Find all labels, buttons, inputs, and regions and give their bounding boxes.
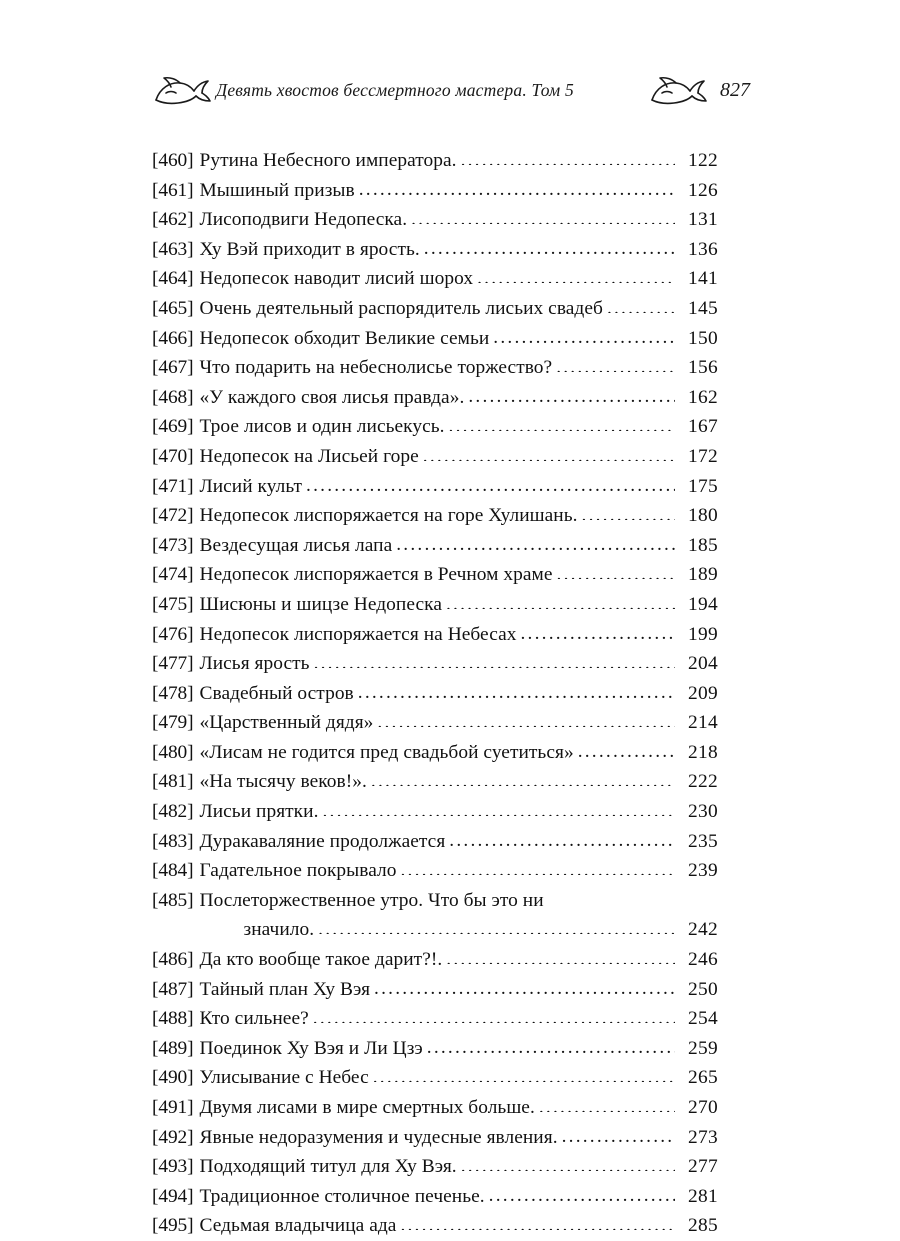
- toc-leader-dots: [396, 530, 675, 549]
- toc-entry-page: 167: [688, 416, 718, 438]
- toc-entry-number: [468]: [152, 386, 194, 408]
- toc-entry-title: Двумя лисами в мире смертных больше.: [199, 1097, 535, 1118]
- toc-entry-number: [487]: [152, 978, 194, 1000]
- toc-entry-title: Кто сильнее?: [199, 1008, 309, 1030]
- toc-entry-title: «У каждого своя лисья правда».: [199, 386, 465, 408]
- toc-entry[interactable]: [152, 412, 718, 442]
- toc-entry-title: Традиционное столичное печенье.: [199, 1185, 485, 1207]
- toc-entry[interactable]: [152, 1093, 718, 1123]
- toc-entry[interactable]: [152, 738, 718, 768]
- toc-entry-page: 199: [688, 623, 718, 645]
- toc-entry-title: «На тысячу веков!».: [199, 771, 367, 793]
- toc-entry[interactable]: [152, 383, 718, 413]
- toc-entry[interactable]: [152, 620, 718, 650]
- toc-entry-page: 222: [688, 771, 718, 793]
- toc-entry[interactable]: [152, 886, 718, 916]
- toc-leader-dots: [423, 442, 675, 461]
- toc-entry-title: Гадательное покрывало: [199, 860, 397, 882]
- toc-leader-dots: [401, 856, 676, 875]
- toc-entry-number: [473]: [152, 534, 194, 556]
- toc-leader-dots: [493, 323, 675, 342]
- running-head: [150, 60, 750, 120]
- toc-entry-page: 250: [688, 978, 718, 1000]
- toc-entry[interactable]: [152, 235, 718, 265]
- toc-entry-page: 180: [688, 505, 718, 527]
- toc-entry-page: 175: [688, 475, 718, 497]
- toc-leader-dots: [449, 412, 675, 431]
- toc-leader-dots: [521, 619, 676, 638]
- toc-entry-number: [480]: [152, 741, 194, 763]
- toc-entry-number: [463]: [152, 238, 194, 260]
- toc-leader-dots: [374, 974, 675, 993]
- toc-entry-title: Дуракаваляние продолжается: [199, 830, 446, 852]
- toc-leader-dots: [489, 1181, 675, 1200]
- toc-entry[interactable]: [152, 856, 718, 886]
- toc-entry-number: [494]: [152, 1185, 194, 1207]
- toc-entry-continuation[interactable]: [152, 915, 718, 945]
- toc-leader-dots: [562, 1122, 675, 1141]
- toc-entry-number: [486]: [152, 949, 194, 971]
- toc-entry-title: Вездесущая лисья лапа: [199, 534, 393, 556]
- fox-ornament-icon: [646, 70, 712, 110]
- toc-entry[interactable]: [152, 827, 718, 857]
- toc-entry-title: Очень деятельный распорядитель лисьих свадеб: [199, 297, 603, 319]
- toc-entry-title: Лисий культ: [199, 475, 303, 497]
- toc-entry-title-continued: значило.: [243, 919, 315, 941]
- toc-entry-page: 131: [688, 209, 718, 231]
- toc-entry-title: Недопесок лиспоряжается в Речном храме: [199, 564, 553, 586]
- toc-entry-number: [466]: [152, 327, 194, 349]
- toc-leader-dots: [557, 560, 675, 579]
- toc-leader-dots: [306, 471, 675, 490]
- toc-entry-page: 242: [688, 919, 718, 941]
- toc-entry-page: 194: [688, 593, 718, 615]
- toc-entry-title: Послеторжественное утро. Что бы это ни: [199, 889, 544, 911]
- toc-entry[interactable]: [152, 1182, 718, 1212]
- toc-entry-title: Свадебный остров: [199, 682, 354, 704]
- toc-entry[interactable]: [152, 679, 718, 709]
- toc-entry-title: Недопесок лиспоряжается на Небесах: [199, 623, 517, 645]
- toc-entry-page: 189: [688, 564, 718, 586]
- toc-entry-page: 254: [688, 1008, 718, 1030]
- toc-entry-number: [472]: [152, 505, 194, 527]
- toc-entry-number: [491]: [152, 1097, 194, 1118]
- toc-entry[interactable]: [152, 797, 718, 827]
- toc-entry-page: 172: [688, 445, 718, 467]
- toc-entry-page: 265: [688, 1067, 718, 1089]
- toc-leader-dots: [607, 294, 675, 313]
- toc-entry-page: 185: [688, 534, 718, 556]
- toc-entry[interactable]: [152, 1004, 718, 1034]
- toc-leader-dots: [424, 234, 675, 253]
- toc-entry-number: [490]: [152, 1067, 194, 1089]
- toc-entry-title: Подходящий титул для Ху Вэя.: [199, 1156, 457, 1178]
- toc-entry-title: Недопесок наводит лисий шорох: [199, 268, 474, 290]
- toc-entry-page: 141: [688, 268, 718, 290]
- fox-ornament-icon: [150, 70, 216, 110]
- toc-entry-page: 259: [688, 1037, 718, 1059]
- toc-leader-dots: [477, 264, 675, 283]
- toc-entry-title: «Лисам не годится пред свадьбой суетиться»: [199, 741, 574, 763]
- toc-entry[interactable]: [152, 1211, 718, 1241]
- toc-leader-dots: [461, 1152, 675, 1171]
- toc-entry-page: 145: [688, 297, 718, 319]
- toc-entry-number: [465]: [152, 297, 194, 319]
- toc-entry-title: Трое лисов и один лисьекусь.: [199, 416, 445, 438]
- toc-leader-dots: [556, 353, 675, 372]
- toc-entry-number: [493]: [152, 1156, 194, 1178]
- toc-leader-dots: [461, 146, 675, 165]
- toc-entry-title: Лисоподвиги Недопеска.: [199, 209, 408, 231]
- toc-entry-page: 281: [688, 1185, 718, 1207]
- toc-entry-page: 285: [688, 1215, 718, 1237]
- toc-entry-title: Явные недоразумения и чудесные явления.: [199, 1126, 558, 1148]
- toc-entry[interactable]: [152, 560, 718, 590]
- toc-entry-number: [471]: [152, 475, 194, 497]
- toc-entry-title: Недопесок обходит Великие семьи: [199, 327, 490, 349]
- toc-entry-number: [495]: [152, 1215, 194, 1237]
- toc-leader-dots: [373, 1063, 675, 1082]
- toc-entry-number: [470]: [152, 445, 194, 467]
- toc-entry-number: [467]: [152, 357, 194, 379]
- toc-entry-title: Ху Вэй приходит в ярость.: [199, 238, 420, 260]
- toc-entry-number: [488]: [152, 1008, 194, 1030]
- toc-entry-number: [474]: [152, 564, 194, 586]
- toc-entry[interactable]: [152, 531, 718, 561]
- toc-entry-number: [464]: [152, 268, 194, 290]
- toc-entry-title: Улисывание с Небес: [199, 1067, 369, 1089]
- toc-entry-number: [475]: [152, 593, 194, 615]
- toc-entry-number: [476]: [152, 623, 194, 645]
- toc-leader-dots: [582, 501, 675, 520]
- toc-entry-page: 209: [688, 682, 718, 704]
- toc-entry-title: Тайный план Ху Вэя: [199, 978, 371, 1000]
- toc-entry-title: «Царственный дядя»: [199, 712, 374, 734]
- toc-leader-dots: [400, 1211, 675, 1230]
- toc-entry-page: 218: [688, 741, 718, 763]
- toc-leader-dots: [377, 708, 675, 727]
- toc-leader-dots: [578, 737, 675, 756]
- toc-entry-page: 214: [688, 712, 718, 734]
- toc-entry[interactable]: [152, 146, 718, 176]
- toc-leader-dots: [322, 797, 675, 816]
- toc-entry-title: Да кто вообще такое дарит?!.: [199, 949, 443, 971]
- toc-entry-title: Рутина Небесного императора.: [199, 150, 457, 171]
- toc-entry[interactable]: [152, 205, 718, 235]
- toc-entry-page: 277: [688, 1156, 718, 1178]
- toc-leader-dots: [371, 767, 675, 786]
- toc-entry-title: Мышиный призыв: [199, 179, 355, 201]
- toc-entry-number: [485]: [152, 889, 194, 911]
- toc-entry-number: [477]: [152, 653, 194, 675]
- toc-entry-number: [492]: [152, 1126, 194, 1148]
- toc-leader-dots: [446, 590, 675, 609]
- toc-leader-dots: [411, 205, 675, 224]
- toc-entry-title: Лисьи прятки.: [199, 801, 319, 823]
- toc-entry[interactable]: [152, 649, 718, 679]
- toc-leader-dots: [313, 1004, 675, 1023]
- toc-leader-dots: [318, 915, 675, 934]
- toc-leader-dots: [358, 678, 675, 697]
- toc-leader-dots: [446, 945, 675, 964]
- toc-entry[interactable]: [152, 442, 718, 472]
- toc-entry[interactable]: [152, 1063, 718, 1093]
- toc-entry-page: 162: [688, 386, 718, 408]
- toc-entry[interactable]: [152, 767, 718, 797]
- toc-entry-page: 246: [688, 949, 718, 971]
- toc-entry-page: 230: [688, 801, 718, 823]
- toc-entry-number: [469]: [152, 416, 194, 438]
- toc-entry-page: 235: [688, 830, 718, 852]
- toc-leader-dots: [539, 1093, 675, 1112]
- toc-entry-page: 270: [688, 1097, 718, 1118]
- toc-entry-page: 150: [688, 327, 718, 349]
- toc-entry-page: 239: [688, 860, 718, 882]
- toc-entry[interactable]: [152, 1123, 718, 1153]
- toc-entry[interactable]: [152, 264, 718, 294]
- toc-entry[interactable]: [152, 1152, 718, 1182]
- toc-entry[interactable]: [152, 975, 718, 1005]
- toc-entry[interactable]: [152, 294, 718, 324]
- toc-entry-page: 122: [688, 150, 718, 171]
- toc-entry[interactable]: [152, 708, 718, 738]
- toc-entry-page: 136: [688, 238, 718, 260]
- toc-entry[interactable]: [152, 945, 718, 975]
- toc-entry[interactable]: [152, 1034, 718, 1064]
- toc-leader-dots: [427, 1033, 675, 1052]
- toc-entry-number: [489]: [152, 1037, 194, 1059]
- toc-entry-page: 204: [688, 653, 718, 675]
- toc-entry-page: 156: [688, 357, 718, 379]
- toc-entry-number: [478]: [152, 682, 194, 704]
- toc-entry-title: Недопесок лиспоряжается на горе Хулишань.: [199, 505, 578, 527]
- page-number: 827: [720, 78, 750, 101]
- toc-entry-title: Седьмая владычица ада: [199, 1215, 397, 1237]
- toc-entry-number: [460]: [152, 150, 194, 171]
- toc-leader-dots: [468, 382, 675, 401]
- running-title: Девять хвостов бессмертного мастера. Том 5: [216, 79, 574, 100]
- toc-entry[interactable]: [152, 353, 718, 383]
- toc-entry-number: [479]: [152, 712, 194, 734]
- toc-entry-page: 126: [688, 179, 718, 201]
- toc-entry-number: [481]: [152, 771, 194, 793]
- toc-leader-dots: [314, 649, 675, 668]
- toc-entry-title: Лисья ярость: [199, 653, 310, 675]
- toc-entry-number: [461]: [152, 179, 194, 201]
- toc-entry-number: [484]: [152, 860, 194, 882]
- toc-entry[interactable]: [152, 176, 718, 206]
- toc-entry-title: Недопесок на Лисьей горе: [199, 445, 419, 467]
- table-of-contents: [152, 146, 718, 1241]
- toc-entry[interactable]: [152, 324, 718, 354]
- toc-entry-title: Что подарить на небеснолисье торжество?: [199, 357, 553, 379]
- toc-entry-title: Шисюны и шицзе Недопеска: [199, 593, 442, 615]
- toc-leader-dots: [359, 175, 675, 194]
- toc-entry-number: [462]: [152, 209, 194, 231]
- toc-leader-dots: [449, 826, 675, 845]
- toc-entry-number: [482]: [152, 801, 194, 823]
- toc-entry[interactable]: [152, 472, 718, 502]
- toc-entry[interactable]: [152, 590, 718, 620]
- toc-entry[interactable]: [152, 501, 718, 531]
- toc-entry-page: 273: [688, 1126, 718, 1148]
- toc-entry-title: Поединок Ху Вэя и Ли Цзэ: [199, 1037, 423, 1059]
- toc-leader-dots: [548, 885, 675, 904]
- toc-entry-number: [483]: [152, 830, 194, 852]
